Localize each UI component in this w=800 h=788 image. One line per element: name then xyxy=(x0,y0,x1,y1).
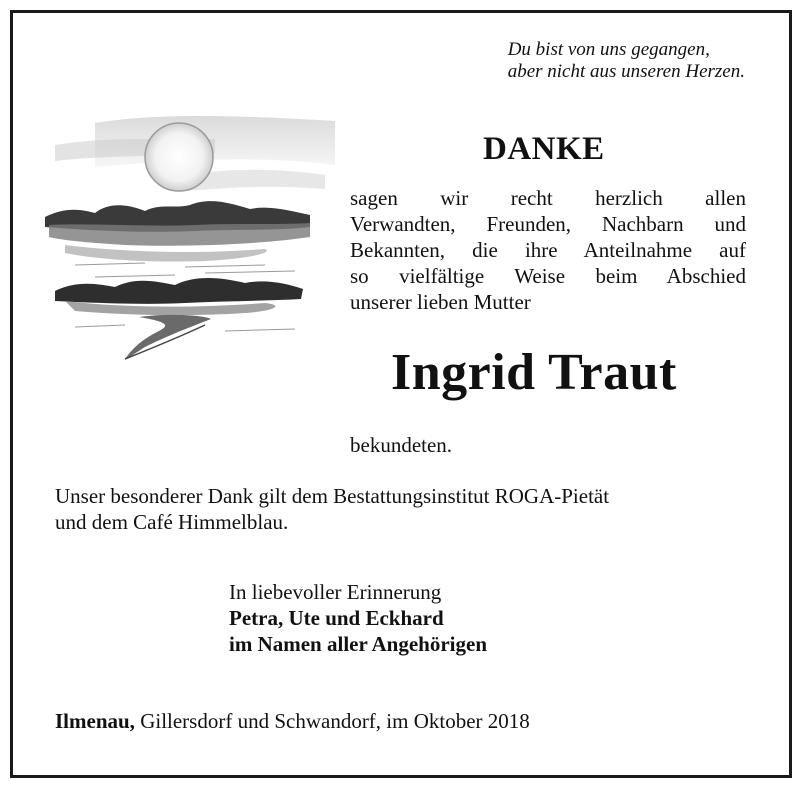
place-rest: Gillersdorf und Schwandorf, im Oktober 2018 xyxy=(134,709,530,733)
memory-family: im Namen aller Angehörigen xyxy=(229,632,488,656)
memory-intro: In liebevoller Erinnerung xyxy=(229,580,442,604)
thanks-line: Bekannten, die ihre Anteilnahme auf xyxy=(350,238,746,262)
thanks-line: so vielfältige Weise beim Abschied xyxy=(350,264,746,288)
special-thanks xyxy=(55,483,609,535)
memory-names: Petra, Ute und Eckhard xyxy=(229,606,444,630)
deceased-name: Ingrid Traut xyxy=(391,344,677,401)
obituary-frame xyxy=(10,10,792,778)
far-mountains xyxy=(45,201,310,261)
special-thanks-line-1: Unser besonderer Dank gilt dem Bestattungsinstitut ROGA-Pietät xyxy=(55,484,610,508)
memory-block xyxy=(229,579,487,657)
thanks-line: sagen wir recht herzlich allen xyxy=(350,186,746,210)
motto xyxy=(508,39,745,83)
shoreline xyxy=(125,315,211,359)
motto-line-1: Du bist von uns gegangen, xyxy=(507,39,710,60)
thanks-line: Verwandten, Freunden, Nachbarn und xyxy=(350,212,746,236)
special-thanks-line-2: und dem Café Himmelblau. xyxy=(55,510,289,534)
closing-word: bekundeten. xyxy=(350,433,453,457)
motto-line-2: aber nicht aus unseren Herzen. xyxy=(507,61,745,82)
heading-danke: DANKE xyxy=(483,131,605,167)
thanks-paragraph xyxy=(350,185,746,315)
near-mountains xyxy=(55,278,303,315)
sun xyxy=(145,123,213,191)
place-date xyxy=(55,709,530,734)
thanks-line: unserer lieben Mutter xyxy=(350,290,531,314)
place-town: Ilmenau, xyxy=(55,709,135,733)
landscape-illustration xyxy=(35,105,335,367)
